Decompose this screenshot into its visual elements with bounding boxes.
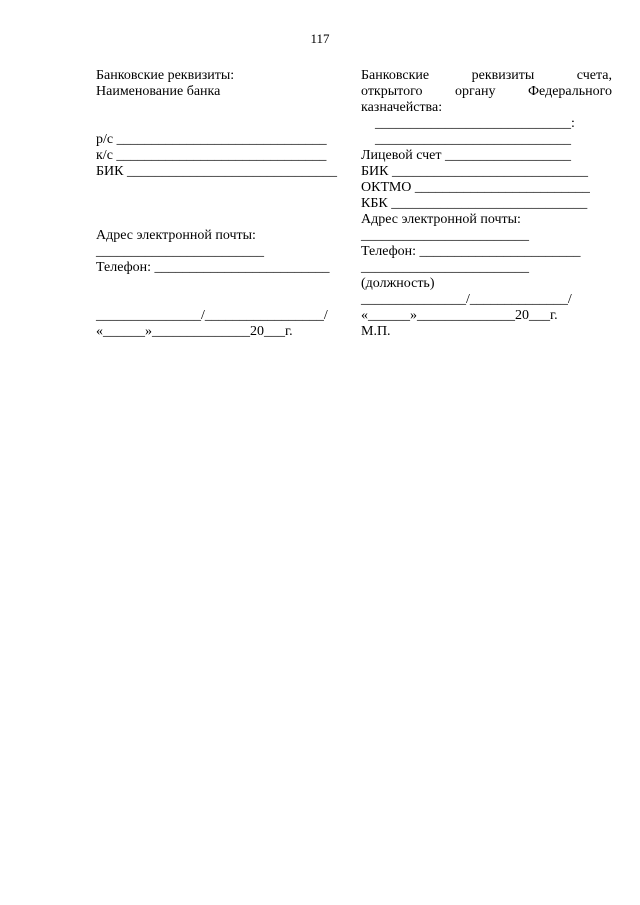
page-number: 117 [310, 31, 330, 46]
bik-field: БИК ______________________________ [96, 164, 337, 179]
treasury-heading-line-2: открытого органу Федерального [361, 84, 612, 99]
personal-account-field: Лицевой счет __________________ [361, 148, 572, 163]
date-line: «______»______________20___г. [96, 324, 293, 339]
date-line: «______»______________20___г. [361, 308, 558, 323]
left-column [96, 68, 346, 340]
bank-name-label: Наименование банка [96, 84, 221, 99]
oktmo-field: ОКТМО _________________________ [361, 180, 590, 195]
blank-line-2: ____________________________ [375, 132, 571, 147]
email-label: Адрес электронной почты: [361, 212, 521, 227]
position-label: (должность) [361, 276, 435, 291]
kbk-field: КБК ____________________________ [361, 196, 588, 211]
right-column [361, 68, 612, 340]
signature-line: _______________/______________/ [361, 292, 572, 307]
email-line: ________________________ [361, 228, 529, 243]
treasury-heading-line-1: Банковские реквизиты счета, [361, 68, 612, 83]
bank-details-heading: Банковские реквизиты: [96, 68, 235, 83]
stamp-label: М.П. [361, 324, 391, 339]
phone-field: Телефон: _________________________ [96, 260, 330, 275]
bik-field: БИК ____________________________ [361, 164, 588, 179]
treasury-heading-line-3: казначейства: [361, 100, 443, 115]
settlement-account-field: р/с ______________________________ [96, 132, 327, 147]
extra-line: ________________________ [361, 260, 529, 275]
correspondent-account-field: к/с ______________________________ [96, 148, 327, 163]
email-label: Адрес электронной почты: [96, 228, 256, 243]
signature-line: _______________/_________________/ [96, 308, 328, 323]
phone-field: Телефон: _______________________ [361, 244, 581, 259]
blank-line-1: ____________________________: [375, 116, 575, 131]
email-line: ________________________ [96, 244, 264, 259]
